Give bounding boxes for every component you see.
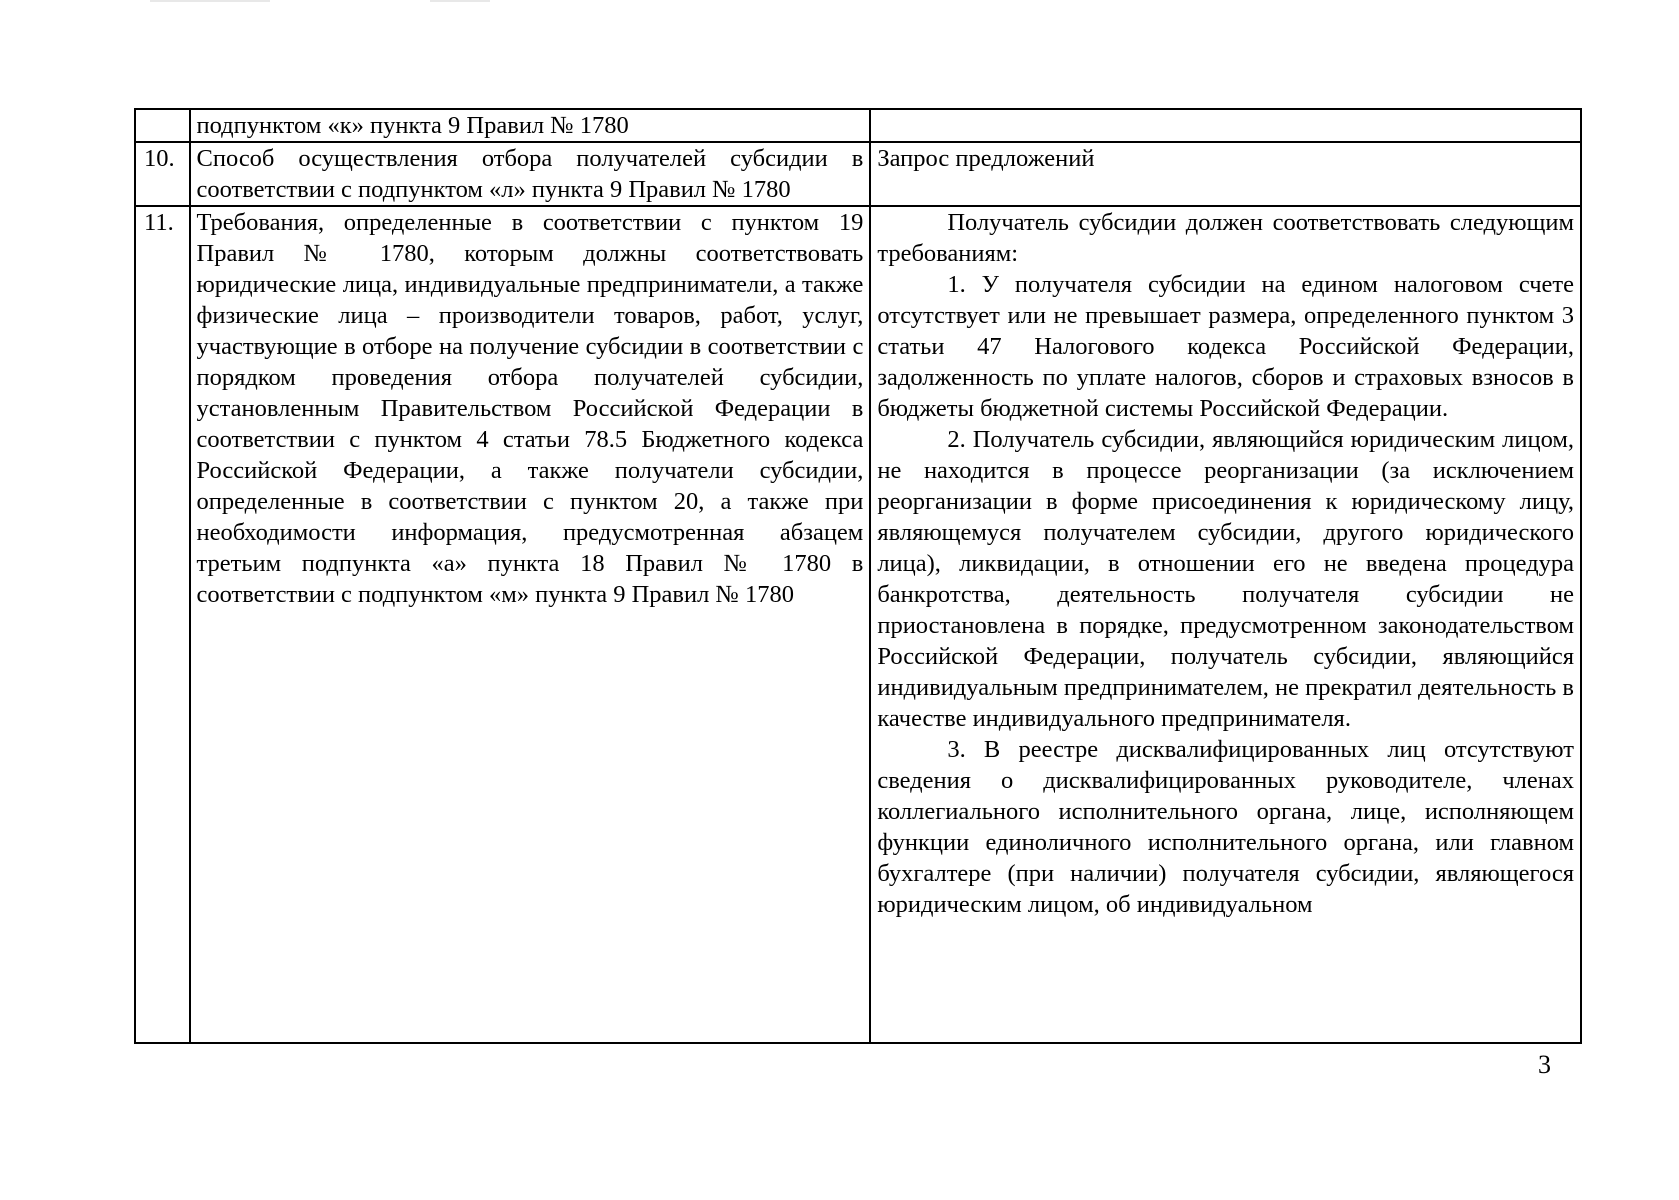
row-value: Запрос предложений bbox=[870, 142, 1581, 206]
row-description: Требования, определенные в соответствии с пунктом 19 Правил № 1780, которым должны соответствовать юридические лица, индивидуальные предприниматели, а также физические лица – производители товаров, работ, услуг, участвующие в отборе на получение субсидии в соответствии с порядком проведения отбора получателей субсидии, установленным Правительством Российской Федерации в соответствии с пунктом 4 статьи 78.5 Бюджетного кодекса Российской Федерации, а также получатели субсидии, определенные в соответствии с пунктом 20, а также при необходимости информация, предусмотренная абзацем третьим подпункта «а» пункта 18 Правил № 1780 в соответствии с подпунктом «м» пункта 9 Правил № 1780 bbox=[190, 206, 871, 1043]
scan-artifact bbox=[150, 0, 270, 2]
row-number bbox=[135, 109, 190, 142]
requirement-item: 1. У получателя субсидии на едином налоговом счете отсутствует или не превышает размера, определенного пунктом 3 статьи 47 Налогового кодекса Российской Федерации, задолженность по уплате налогов, сборов и страховых взносов в бюджеты бюджетной системы Российской Федерации. bbox=[877, 271, 1574, 422]
row-number: 10. bbox=[135, 142, 190, 206]
row-value bbox=[870, 206, 1581, 1043]
table-row bbox=[135, 206, 1581, 1043]
table-row bbox=[135, 109, 1581, 142]
row-number: 11. bbox=[135, 206, 190, 1043]
scan-artifact bbox=[430, 0, 490, 2]
requirement-item: 3. В реестре дисквалифицированных лиц отсутствуют сведения о дисквалифицированных руководителе, членах коллегиального исполнительного органа, лице, исполняющем функции единоличного исполнительного органа, или главном бухгалтере (при наличии) получателя субсидии, являющегося юридическим лицом, об индивидуальном bbox=[877, 736, 1574, 918]
row-value bbox=[870, 109, 1581, 142]
row-description: подпунктом «к» пункта 9 Правил № 1780 bbox=[190, 109, 871, 142]
table-row bbox=[135, 142, 1581, 206]
requirement-item: 2. Получатель субсидии, являющийся юридическим лицом, не находится в процессе реорганизации (за исключением реорганизации в форме присоединения к юридическому лицу, являющемуся получателем субсидии, другого юридического лица), ликвидации, в отношении его не введена процедура банкротства, деятельность получателя субсидии не приостановлена в порядке, предусмотренном законодательством Российской Федерации, получатель субсидии, являющийся индивидуальным предпринимателем, не прекратил деятельность в качестве индивидуального предпринимателя. bbox=[877, 426, 1574, 732]
row-description: Способ осуществления отбора получателей субсидии в соответствии с подпунктом «л» пункта 9 Правил № 1780 bbox=[190, 142, 871, 206]
requirements-table bbox=[134, 108, 1582, 1044]
page-number: 3 bbox=[1538, 1050, 1551, 1079]
requirements-intro: Получатель субсидии должен соответствовать следующим требованиям: bbox=[877, 209, 1574, 267]
